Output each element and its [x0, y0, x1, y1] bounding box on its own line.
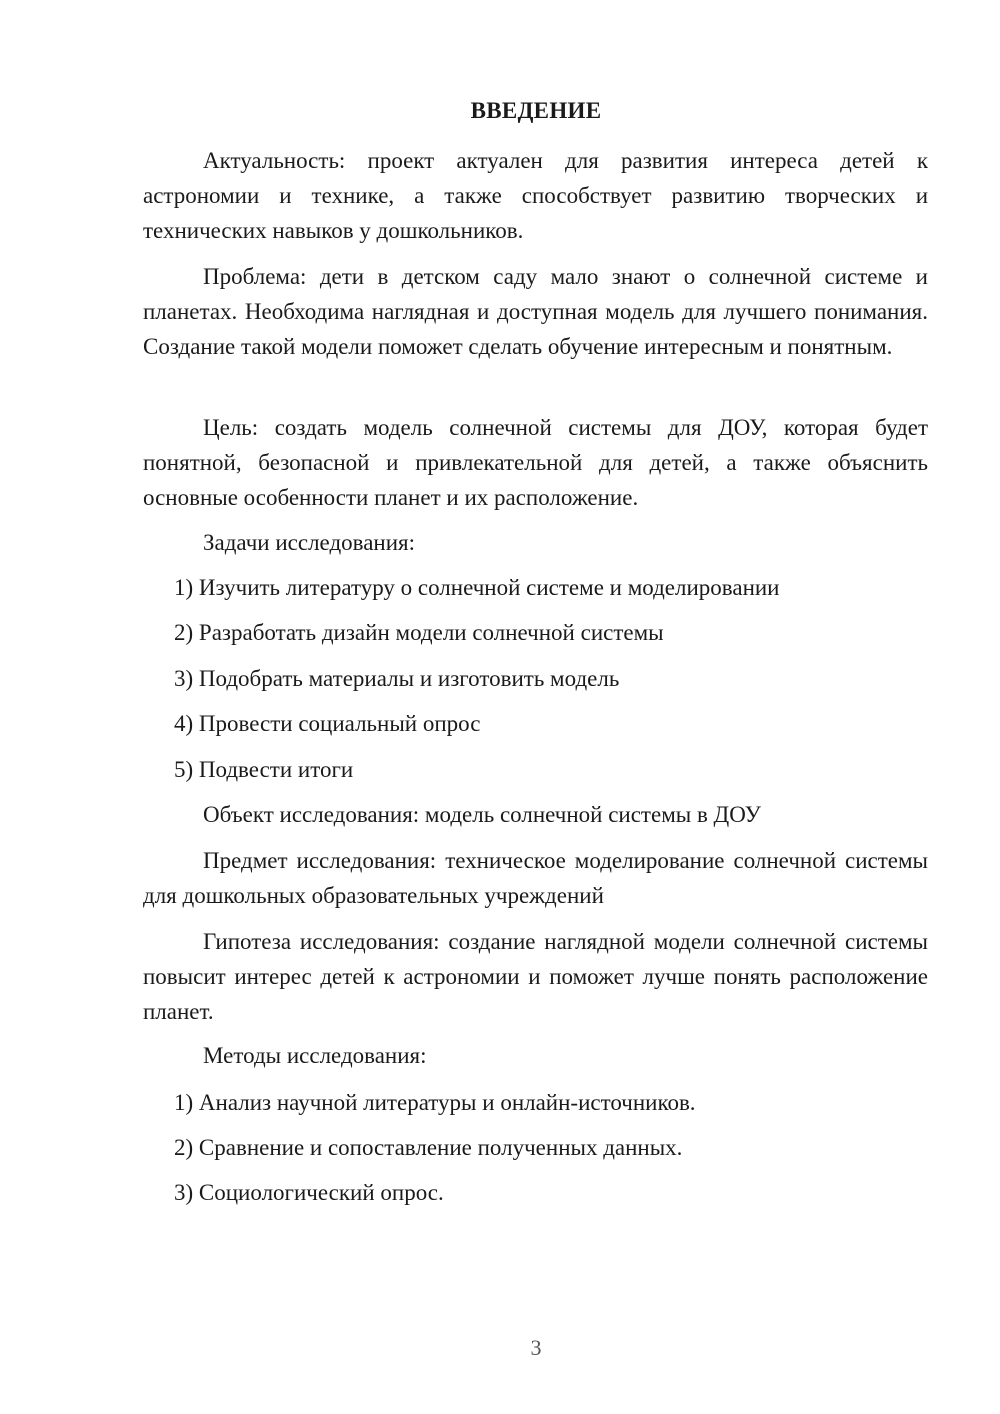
page-number: 3: [530, 1335, 542, 1360]
object-line: Объект исследования: модель солнечной системы в ДОУ: [203, 802, 761, 827]
goal-paragraph: Цель: создать модель солнечной системы для ДОУ, которая будет понятной, безопасной и привлекательной для детей, а также объяснить основные особенности планет и их расположение.: [143, 415, 928, 510]
subject-paragraph: Предмет исследования: техническое моделирование солнечной системы для дошкольных образовательных учреждений: [143, 848, 928, 908]
method-item: 2) Сравнение и сопоставление полученных данных.: [174, 1135, 683, 1160]
section-heading: ВВЕДЕНИЕ: [470, 98, 602, 123]
method-item: 1) Анализ научной литературы и онлайн-источников.: [174, 1090, 696, 1115]
task-item: 3) Подобрать материалы и изготовить модель: [174, 666, 620, 691]
problem-paragraph: Проблема: дети в детском саду мало знают о солнечной системе и планетах. Необходима наглядная и доступная модель для лучшего понимания. Создание такой модели поможет сделать обучение интересным и понятным.: [143, 264, 928, 359]
hypothesis-paragraph: Гипотеза исследования: создание наглядной модели солнечной системы повысит интерес детей к астрономии и поможет лучше понять расположение планет.: [143, 929, 928, 1024]
relevance-paragraph: Актуальность: проект актуален для развития интереса детей к астрономии и технике, а также способствует развитию творческих и технических навыков у дошкольников.: [143, 148, 928, 243]
tasks-title: Задачи исследования:: [203, 530, 416, 555]
task-item: 4) Провести социальный опрос: [174, 711, 481, 736]
task-item: 1) Изучить литературу о солнечной системе и моделировании: [174, 575, 780, 600]
methods-title: Методы исследования:: [203, 1043, 427, 1068]
task-item: 2) Разработать дизайн модели солнечной системы: [174, 620, 664, 645]
method-item: 3) Социологический опрос.: [174, 1180, 444, 1205]
task-item: 5) Подвести итоги: [174, 757, 354, 782]
